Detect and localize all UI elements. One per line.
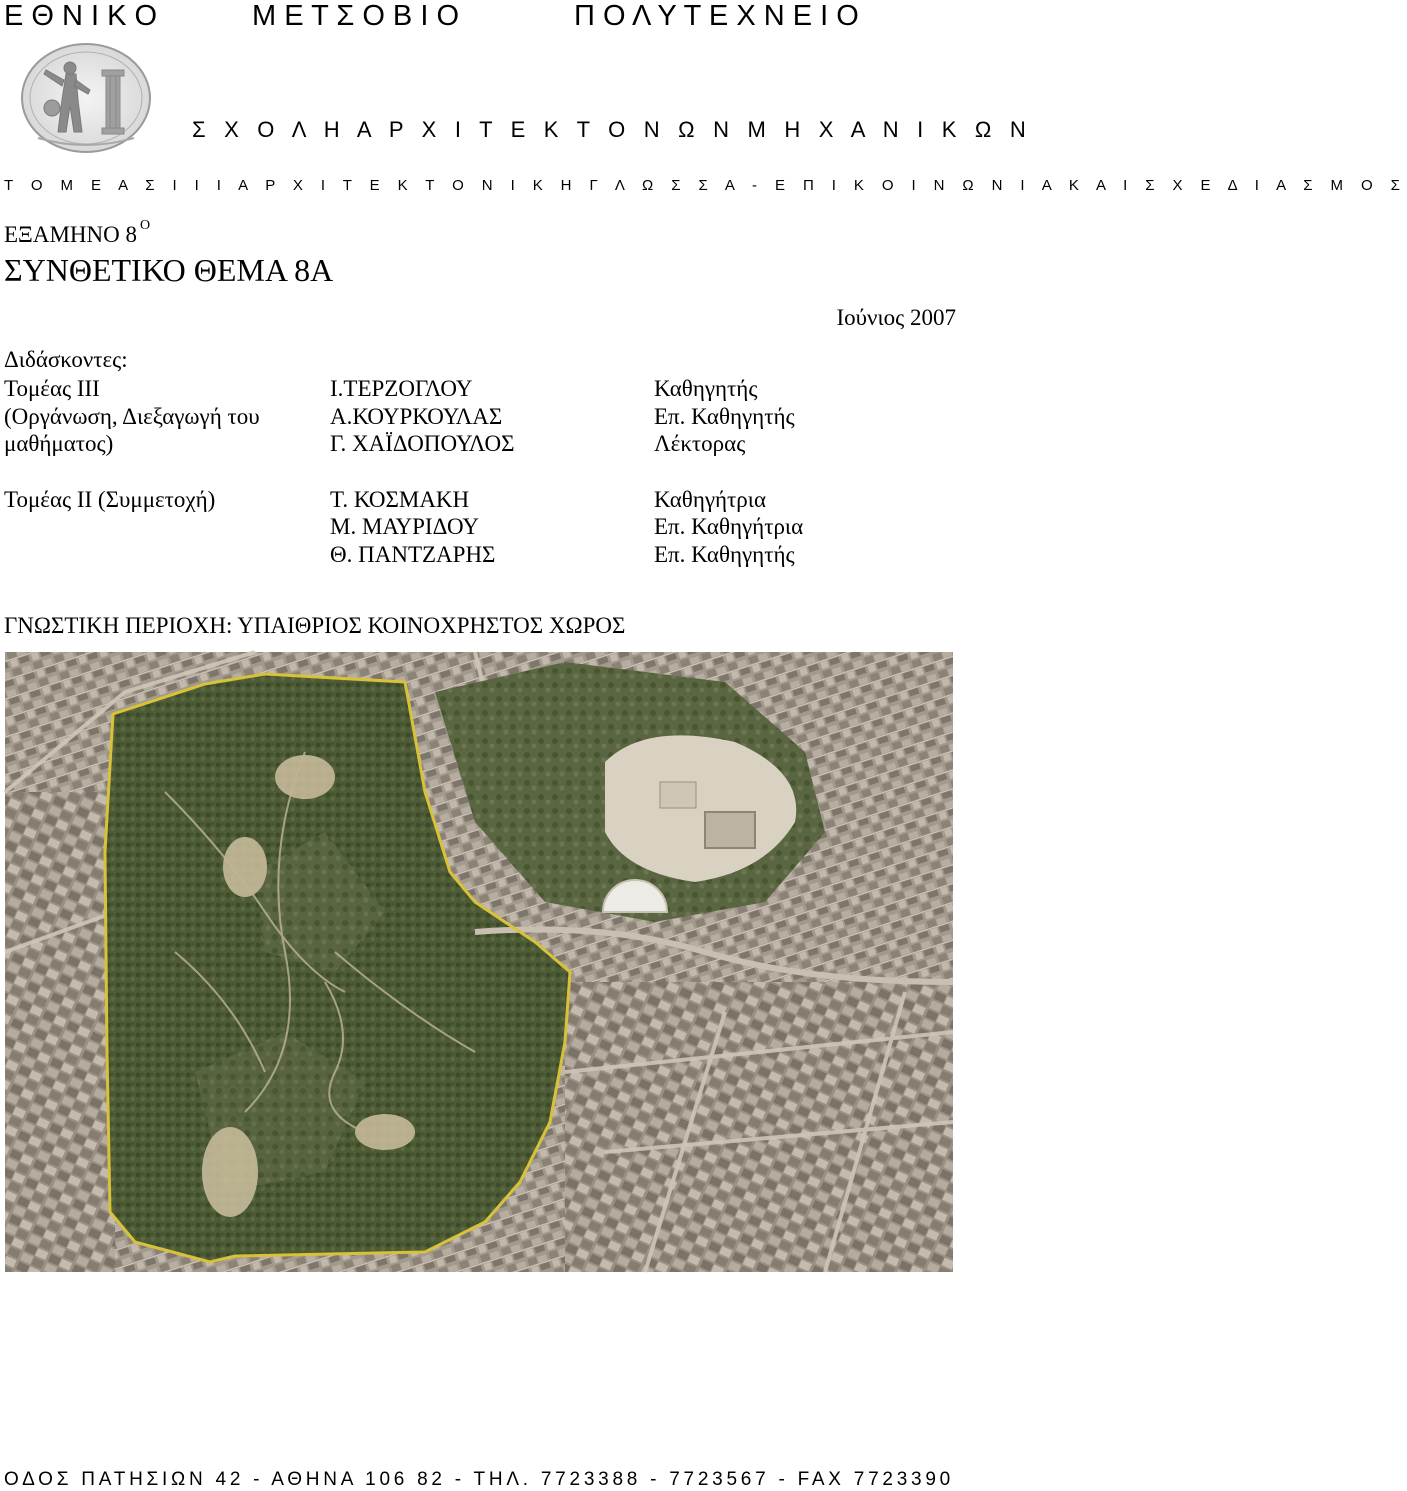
instructor-title: Επ. Καθηγήτρια xyxy=(654,514,804,539)
group2-label: Τομέας ΙΙ (Συμμετοχή) xyxy=(4,487,216,512)
instructor-name: Τ. ΚΟΣΜΑΚΗ xyxy=(330,487,470,512)
university-word-3: Π Ο Λ Υ Τ Ε Χ Ν Ε Ι Ο xyxy=(574,0,859,32)
date-label: Ιούνιος 2007 xyxy=(836,305,956,330)
instructors-heading: Διδάσκοντες: xyxy=(4,347,128,372)
instructor-title: Επ. Καθηγητής xyxy=(654,542,795,567)
group1-line-3: μαθήματος) xyxy=(4,431,114,456)
school-name: Σ Χ Ο Λ Η Α Ρ Χ Ι Τ Ε Κ Τ Ο Ν Ω Ν Μ Η Χ Α Ν Ι Κ Ω Ν xyxy=(192,117,1032,142)
instructor-name: Γ. ΧΑΪΔΟΠΟΥΛΟΣ xyxy=(330,431,515,456)
semester-label xyxy=(4,218,151,248)
semester-text: ΕΞΑΜΗΝΟ 8 xyxy=(4,222,137,247)
instructor-title: Επ. Καθηγητής xyxy=(654,404,795,429)
department-name: Τ Ο Μ Ε Α Σ Ι Ι Ι Α Ρ Χ Ι Τ Ε Κ Τ Ο Ν Ι Κ Η Γ Λ Ω Σ Σ Α - Ε Π Ι Κ Ο Ι Ν Ω Ν Ι Α Κ Α Ι Σ Χ Ε Δ Ι Α Σ Μ Ο Σ xyxy=(4,177,1407,194)
instructor-name: Ι.ΤΕΡΖΟΓΛΟΥ xyxy=(330,376,473,401)
group1-line-2: (Οργάνωση, Διεξαγωγή του xyxy=(4,404,260,429)
instructor-title: Λέκτορας xyxy=(654,431,746,456)
topic-heading: ΓΝΩΣΤΙΚΗ ΠΕΡΙΟΧΗ: ΥΠΑΙΘΡΙΟΣ ΚΟΙΝΟΧΡΗΣΤΟΣ ΧΩΡΟΣ xyxy=(4,613,626,638)
instructor-name: Θ. ΠΑΝΤΖΑΡΗΣ xyxy=(330,542,496,567)
footer-address: ΟΔΟΣ ΠΑΤΗΣΙΩΝ 42 - ΑΘΗΝΑ 106 82 - ΤΗΛ. 7723388 - 7723567 - FAX 7723390 xyxy=(4,1469,954,1490)
instructor-name: Μ. ΜΑΥΡΙΔΟΥ xyxy=(330,514,480,539)
semester-superscript: Ο xyxy=(139,218,151,234)
university-word-2: Μ Ε Τ Σ Ο Β Ι Ο xyxy=(252,0,460,32)
aerial-map xyxy=(5,652,953,1272)
university-word-1: Ε Θ Ν Ι Κ Ο xyxy=(4,0,158,32)
instructor-name: Α.ΚΟΥΡΚΟΥΛΑΣ xyxy=(330,404,503,429)
group1-line-1: Τομέας ΙΙΙ xyxy=(4,376,100,401)
athena-seal-icon xyxy=(18,40,154,156)
instructor-title: Καθηγήτρια xyxy=(654,487,767,512)
instructor-title: Καθηγητής xyxy=(654,376,758,401)
subject-title: ΣΥΝΘΕΤΙΚΟ ΘΕΜΑ 8Α xyxy=(4,252,334,288)
